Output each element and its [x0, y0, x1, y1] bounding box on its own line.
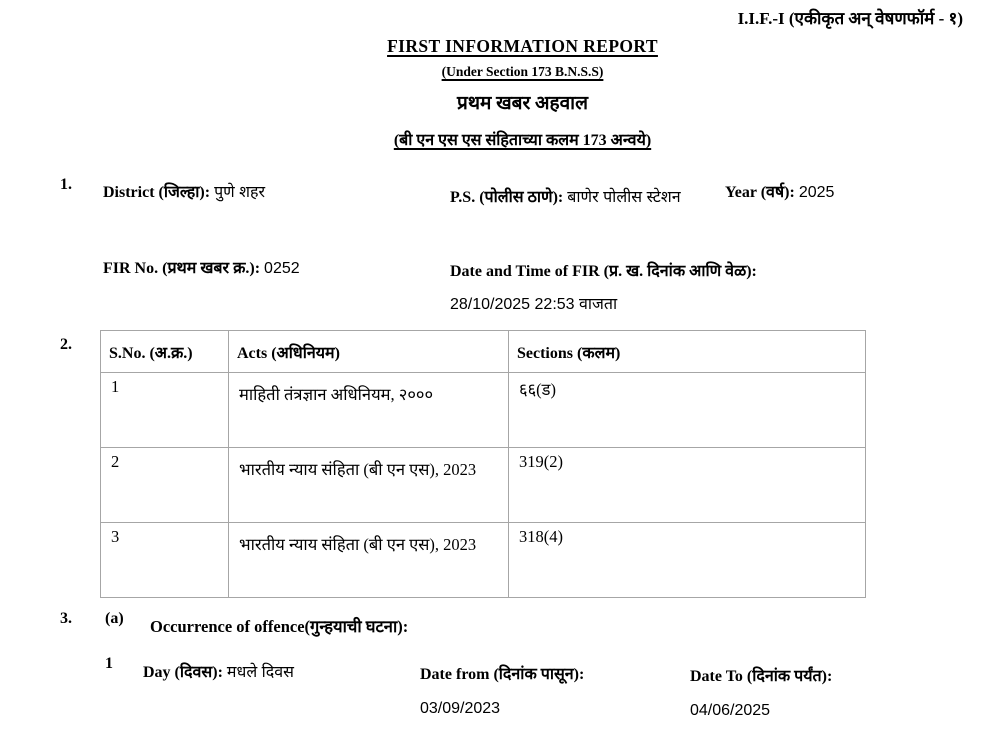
occurrence-heading: Occurrence of offence(गुन्हयाची घटना): [150, 617, 409, 636]
sno-cell: 1 [101, 373, 229, 448]
table-row [101, 373, 866, 448]
district-label: District (जिल्हा): [103, 184, 211, 201]
sno-cell: 3 [101, 523, 229, 598]
page-title-marathi: प्रथम खबर अहवाल [457, 93, 588, 114]
act-cell: भारतीय न्याय संहिता (बी एन एस), 2023 [229, 448, 509, 523]
ps-value: बाणेर पोलीस स्टेशन [567, 189, 681, 206]
act-cell: भारतीय न्याय संहिता (बी एन एस), 2023 [229, 523, 509, 598]
date-to-value: 04/06/2025 [690, 702, 771, 719]
occurrence-row-number: 1 [105, 655, 113, 672]
fir-no-label: FIR No. (प्रथम खबर क्र.): [103, 260, 261, 277]
page-subtitle-marathi: (बी एन एस एस संहिताच्या कलम 173 अन्वये) [393, 132, 652, 149]
fir-no-value: 0252 [264, 260, 300, 277]
act-cell: माहिती तंत्रज्ञान अधिनियम, २००० [229, 373, 509, 448]
fir-datetime-value: 28/10/2025 22:53 वाजता [450, 296, 618, 313]
section-3-number: 3. [60, 610, 72, 627]
section-cell: 319(2) [509, 448, 866, 523]
form-code: I.I.F.-I (एकीकृत अन् वेषणफॉर्म - १) [737, 9, 963, 28]
day-field [143, 660, 294, 682]
section-1-number: 1. [60, 176, 72, 193]
col-header-sections: Sections (कलम) [509, 331, 866, 373]
page-subtitle: (Under Section 173 B.N.S.S) [441, 64, 604, 79]
ps-field [450, 180, 730, 216]
acts-sections-table [100, 330, 866, 598]
section-2-number: 2. [60, 336, 72, 353]
fir-datetime-label: Date and Time of FIR (प्र. ख. दिनांक आणि वेळ): [450, 263, 757, 280]
date-to-field [690, 660, 940, 728]
date-from-label: Date from (दिनांक पासून): [420, 666, 585, 683]
day-value: मधले दिवस [226, 664, 294, 681]
section-cell: 318(4) [509, 523, 866, 598]
table-row [101, 448, 866, 523]
fir-no-field [103, 256, 300, 278]
title-block [60, 36, 985, 150]
page-title: FIRST INFORMATION REPORT [387, 36, 658, 56]
year-value: 2025 [798, 184, 835, 201]
sno-cell: 2 [101, 448, 229, 523]
district-value: पुणे शहर [214, 184, 266, 201]
year-field [725, 180, 834, 202]
date-to-label: Date To (दिनांक पर्यंत): [690, 668, 833, 685]
section-cell: ६६(ड) [509, 373, 866, 448]
date-from-value: 03/09/2023 [420, 700, 501, 717]
table-header-row [101, 331, 866, 373]
year-label: Year (वर्ष): [725, 184, 795, 201]
col-header-sno: S.No. (अ.क्र.) [101, 331, 229, 373]
district-field [103, 180, 265, 202]
fir-datetime-field [450, 255, 890, 321]
day-label: Day (दिवस): [143, 664, 223, 681]
table-row [101, 523, 866, 598]
ps-label: P.S. (पोलीस ठाणे): [450, 189, 564, 206]
col-header-acts: Acts (अधिनियम) [229, 331, 509, 373]
section-3a-label: (a) [105, 610, 124, 627]
date-from-field [420, 658, 670, 726]
